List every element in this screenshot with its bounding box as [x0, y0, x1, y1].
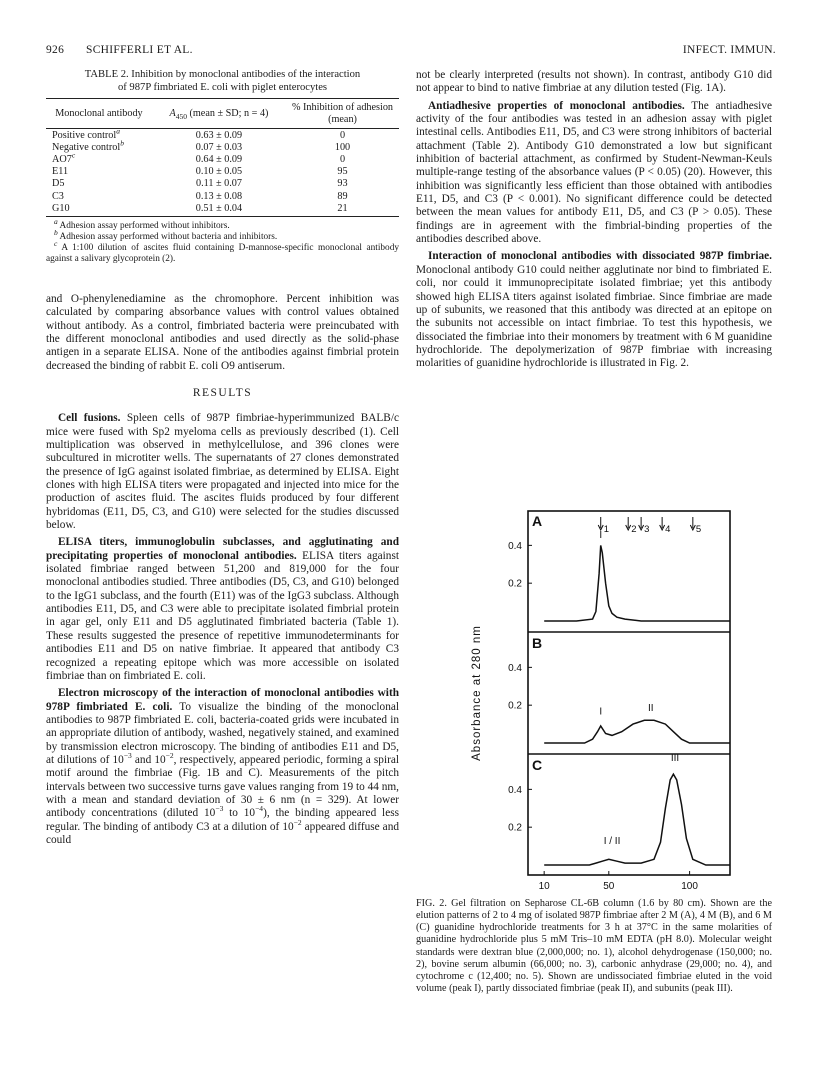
- figure-2-chromatogram: [440, 505, 770, 890]
- elution-trace-A: [544, 545, 730, 621]
- inhibition-cell: 95: [337, 166, 348, 178]
- table-caption: [46, 69, 399, 94]
- absorbance-cell: 0.11 ± 0.07: [195, 178, 242, 190]
- footnote-c: $^c$ A 1:100 dilution of ascites fluid containing D-mannose-specific monoclonal antibody against a salivary glycoprotein (2).: [46, 238, 399, 264]
- table-row: [46, 141, 399, 153]
- table-caption-line-1: TABLE 2. Inhibition by monoclonal antibodies of the interaction: [84, 69, 361, 80]
- peak-label: II: [648, 702, 654, 714]
- table-row: [46, 178, 399, 190]
- antiadhesive-paragraph: Antiadhesive properties of monoclonal antibodies. The antiadhesive activity of the four antibodies was tested in an adhesion assay with piglet intestinal cells. Antibodies E11, D5, and C3 were strong inhibitors of bacterial attachment (Table 2). Antibody G10 demonstrated a low but significant inhibition of bacterial attachment, as confirmed by Student-Newman-Keuls multiple-range testing of the absorbance values (P < 0.05) (20). However, this inhibition was significantly less efficient than those obtained with antibodies E11, D5, and C3 (P < 0.001). No significant difference could be detected between the mean values for antibody E11, D5, and C3 (P > 0.05). These findings are in agreement with the fimbrial-binding properties of the antibodies described above.: [416, 99, 772, 246]
- left-column: [46, 69, 399, 847]
- inhibition-cell: 21: [286, 202, 399, 216]
- y-tick-label: 0.2: [508, 578, 522, 590]
- inhibition-table: [46, 98, 399, 217]
- panel-label: C: [532, 757, 543, 773]
- methods-end-paragraph: and O-phenylenediamine as the chromophore. Percent inhibition was calculated by comparing absorbance values with control values obtained without antibody. As a control, fimbriated bacteria were preincubated with the different monoclonal antibodies and used directly as the solid-phase antigen in a separate ELISA. None of the antibodies against fimbrial protein decreased the binding of rabbit E. coli O9 antiserum.: [46, 292, 399, 372]
- figure-data: [471, 513, 730, 890]
- antibody-cell: D5: [52, 178, 65, 190]
- plot-frame: [528, 511, 730, 875]
- panel-label: B: [532, 635, 543, 651]
- peak-label: I / II: [603, 836, 621, 848]
- table-row: [46, 190, 399, 202]
- table-row: [46, 153, 399, 165]
- inhibition-cell: 0: [339, 129, 346, 141]
- y-tick-label: 0.4: [508, 540, 522, 552]
- absorbance-cell: 0.51 ± 0.04: [152, 202, 286, 216]
- table-body: [46, 126, 399, 217]
- figure-frame: [528, 511, 730, 875]
- col-header-absorbance: $A_{450}$ (mean ± SD; n = 4): [152, 99, 286, 129]
- absorbance-cell: 0.13 ± 0.08: [195, 190, 243, 202]
- absorbance-cell: 0.07 ± 0.03: [195, 141, 243, 153]
- figure-2-caption: FIG. 2. Gel filtration on Sepharose CL-6B column (1.6 by 80 cm). Shown are the elution patterns of 2 to 4 mg of isolated 987P fimbriae after 2 M (A), 4 M (B), and 6 M (C) guanidine hydrochloride treatments for 3 h at 37°C in the same molarities of guanidine hydrochloride plus 5 mM Tris–10 mM EDTA (pH 8.0). Molecular weight standards were dextran blue (2,000,000; no. 1), alcohol dehydrogenase (150,000; no. 2), bovine serum albumin (66,000; no. 3), carbonic anhydrase (29,000; no. 4), and cytochrome c (12,400; no. 5). Shown are undissociated fimbriae eluted in the void volume (peak I), partly dissociated fimbriae (peak II), and subunits (peak III).: [416, 898, 772, 995]
- standard-label: 3: [644, 524, 650, 535]
- standard-label: 2: [631, 524, 637, 535]
- table-footnotes: [46, 216, 399, 265]
- standard-label: 1: [603, 524, 610, 535]
- standard-label: 4: [665, 524, 671, 535]
- peak-label: I: [599, 529, 603, 541]
- antibody-cell: Positive control$^a$: [52, 126, 120, 141]
- electron-microscopy-paragraph: Electron microscopy of the interaction of monoclonal antibodies with 978P fimbriated E. coli. To visualize the binding of the monoclonal antibodies to 987P fimbriated E. coli, bacteria-coated grids were incubated in an appropriate dilution of antibody, washed, negatively stained, and examined by transmission electron microscopy. The binding of antibodies E11 and D5, at dilutions of $10^{-3}$ and $10^{-2}$, respectively, appeared periodic, forming a spiral motif around the fimbriae (Fig. 1B and C). Measurements of the pitch intervals between two successive turns gave values ranging from 19 to 44 nm, with a mean and standard deviation of 30 ± 6 nm (n = 329). At lower antibody concentrations (diluted $10^{-3}$ to $10^{-4}$), the binding appeared less regular. The binding of antibody C3 at a dilution of $10^{-2}$ appeared diffuse and could: [46, 687, 400, 846]
- inhibition-cell: 89: [337, 190, 348, 202]
- table-row: [46, 166, 399, 178]
- standard-label: 5: [695, 524, 702, 535]
- footnote-b: $^b$ Adhesion assay performed without bacteria and inhibitors.: [54, 227, 278, 242]
- antibody-cell: Negative control$^b$: [52, 138, 124, 153]
- running-authors: SCHIFFERLI ET AL.: [86, 44, 193, 56]
- cell-fusions-paragraph: Cell fusions. Spleen cells of 987P fimbriae-hyperimmunized BALB/c mice were fused with Sp2 myeloma cells as previously described (1). Cell multiplication was observed in methylcellulose, and 396 clones were subcultured in microtiter wells. The supernatants of 27 clones demonstrated the presence of IgG against isolated fimbriae, as determined by ELISA. Eight clones with high ELISA titers were propagated and injected into mice for the production of ascites fluid. The ascites fluids produced by four different hybridomas (E11, D5, C3, and G10) were selected for the studies discussed below.: [46, 412, 399, 532]
- col-header-inhibition: % Inhibition of adhesion (mean): [286, 99, 399, 129]
- peak-label: III: [670, 753, 680, 764]
- col-header-antibody: Monoclonal antibody: [46, 99, 152, 129]
- journal-name: INFECT. IMMUN.: [682, 44, 776, 56]
- antibody-cell: C3: [52, 190, 64, 202]
- elisa-paragraph: ELISA titers, immunoglobulin subclasses, and agglutinating and precipitating properties of monoclonal antibodies. ELISA titers against isolated fimbriae ranged between 51,200 and 819,000 for the four monoclonal antibodies studied. Three antibodies (D5, C3, and G10) belonged to the IgG1 subclass, and the fourth (E11) was of the IgG3 subclass. Although antibodies E11, D5, and C3 were able to precipitate isolated fimbrial protein in agar gel, only E11 and D5 agglutinated fimbriated bacteria (Table 1). These results suggested the presence of repetitive immunodeterminants for antibodies E11 and D5 on native fimbriae. It appeared that antibody C3 recognized a repeating epitope which was more accessible on isolated fimbriae than on fimbriated E. coli.: [46, 536, 399, 682]
- antibody-cell: AO7$^c$: [52, 150, 76, 165]
- inhibition-cell: 0: [339, 153, 346, 165]
- absorbance-cell: 0.63 ± 0.09: [195, 129, 243, 141]
- table-row: [46, 129, 399, 142]
- inhibition-cell: 100: [334, 141, 351, 153]
- x-tick-label: 100: [681, 881, 698, 890]
- y-tick-label: 0.2: [508, 822, 522, 834]
- elution-trace-C: [544, 774, 730, 865]
- table-header-row: [46, 99, 399, 129]
- dissociated-fimbriae-paragraph: Interaction of monoclonal antibodies with dissociated 987P fimbriae. Monoclonal antibody G10 could neither agglutinate nor bind to fimbriated E. coli, nor could it immunoprecipitate isolated fimbriae; yet this antibody showed high ELISA titers against isolated fimbriae. Since fimbriae are made up of subunits, we reasoned that this antibody was directed at an epitope on the subunits not accessible on intact fimbriae. To test this hypothesis, we dissociated the fimbriae into their monomers by treatment with 6 M guanidine hydrochloride. The depolymerization of 987P fimbriae with increasing molarities of guanidine hydrochloride is illustrated in Fig. 2.: [416, 250, 772, 370]
- x-tick-label: 50: [603, 881, 615, 890]
- y-tick-label: 0.4: [508, 784, 522, 796]
- y-tick-label: 0.2: [508, 700, 522, 712]
- panel-label: A: [532, 513, 543, 529]
- footnote-a: $^a$ Adhesion assay performed without inhibitors.: [54, 216, 230, 231]
- y-tick-label: 0.4: [508, 662, 522, 674]
- peak-label: I: [599, 706, 603, 718]
- page-number: 926: [46, 44, 65, 56]
- antibody-cell: E11: [52, 166, 69, 178]
- elution-trace-B: [544, 720, 730, 743]
- inhibition-cell: 93: [337, 178, 348, 190]
- absorbance-cell: 0.10 ± 0.05: [195, 166, 243, 178]
- right-column: [416, 69, 772, 371]
- y-axis-title: Absorbance at 280 nm: [471, 625, 483, 761]
- antibody-cell: G10: [46, 202, 152, 216]
- x-tick-label: 10: [538, 881, 550, 890]
- absorbance-cell: 0.64 ± 0.09: [195, 153, 243, 165]
- table-row: [46, 202, 399, 216]
- table-caption-line-2: of 987P fimbriated E. coli with piglet enterocytes: [117, 81, 328, 93]
- results-heading: RESULTS: [192, 386, 253, 399]
- continuation-paragraph: not be clearly interpreted (results not shown). In contrast, antibody G10 did not appear to bind to native fimbriae at any dilution tested (Fig. 1A).: [416, 69, 772, 95]
